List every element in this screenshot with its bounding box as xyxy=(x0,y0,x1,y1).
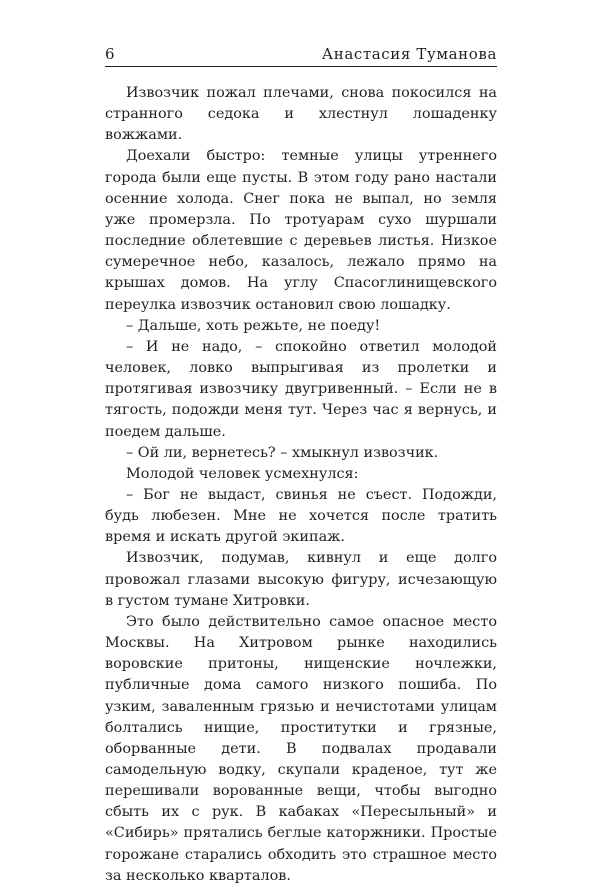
paragraph: – Бог не выдаст, свинья не съест. Подожди, будь любезен. Мне не хочется после тратить время и искать другой экипаж. xyxy=(105,486,497,546)
paragraph: Доехали быстро: темные улицы утреннего города были еще пусты. В этом году рано настали осенние холода. Снег пока не выпал, но земля уже промерзла. По тротуарам сухо шуршали последние облетевшие с деревьев листья. Низкое сумеречное небо, казалось, лежало прямо на крышах домов. На углу Спасоглинищевского переулка извозчик остановил свою лошадку. xyxy=(105,148,497,313)
body-text xyxy=(105,83,497,887)
paragraph: – Ой ли, вернетесь? – хмыкнул извозчик. xyxy=(126,444,439,461)
paragraph: Извозчик, подумав, кивнул и еще долго провожал глазами высокую фигуру, исчезающую в густом тумане Хитровки. xyxy=(105,550,497,609)
paragraph: – Дальше, хоть режьте, не поеду! xyxy=(126,317,381,334)
page-number: 6 xyxy=(105,45,115,63)
running-header xyxy=(105,44,497,67)
paragraph: Это было действительно самое опасное место Москвы. На Хитровом рынке находились воровские притоны, нищенские ночлежки, публичные дома самого низкого пошиба. По узким, заваленным грязью и нечистотами улицам болтались нищие, проститутки и грязные, оборванные дети. В подвалах продавали самодельную водку, скупали краденое, тут же перешивали ворованные вещи, чтобы выгодно сбыть их с рук. В кабаках «Пересыльный» и «Сибирь» прятались беглые каторжники. Простые горожане старались обходить это страшное место за несколько кварталов. xyxy=(105,613,497,884)
author-running-head: Анастасия Туманова xyxy=(321,45,497,63)
paragraph: Извозчик пожал плечами, снова покосился на странного седока и хлестнул лошаденку вожжами. xyxy=(105,85,497,144)
paragraph: Молодой человек усмехнулся: xyxy=(126,465,359,482)
paragraph: – И не надо, – спокойно ответил молодой человек, ловко выпрыгивая из пролетки и протягивая извозчику двугривенный. – Если не в тягость, подожди меня тут. Через час я вернусь, и поедем дальше. xyxy=(105,338,497,440)
